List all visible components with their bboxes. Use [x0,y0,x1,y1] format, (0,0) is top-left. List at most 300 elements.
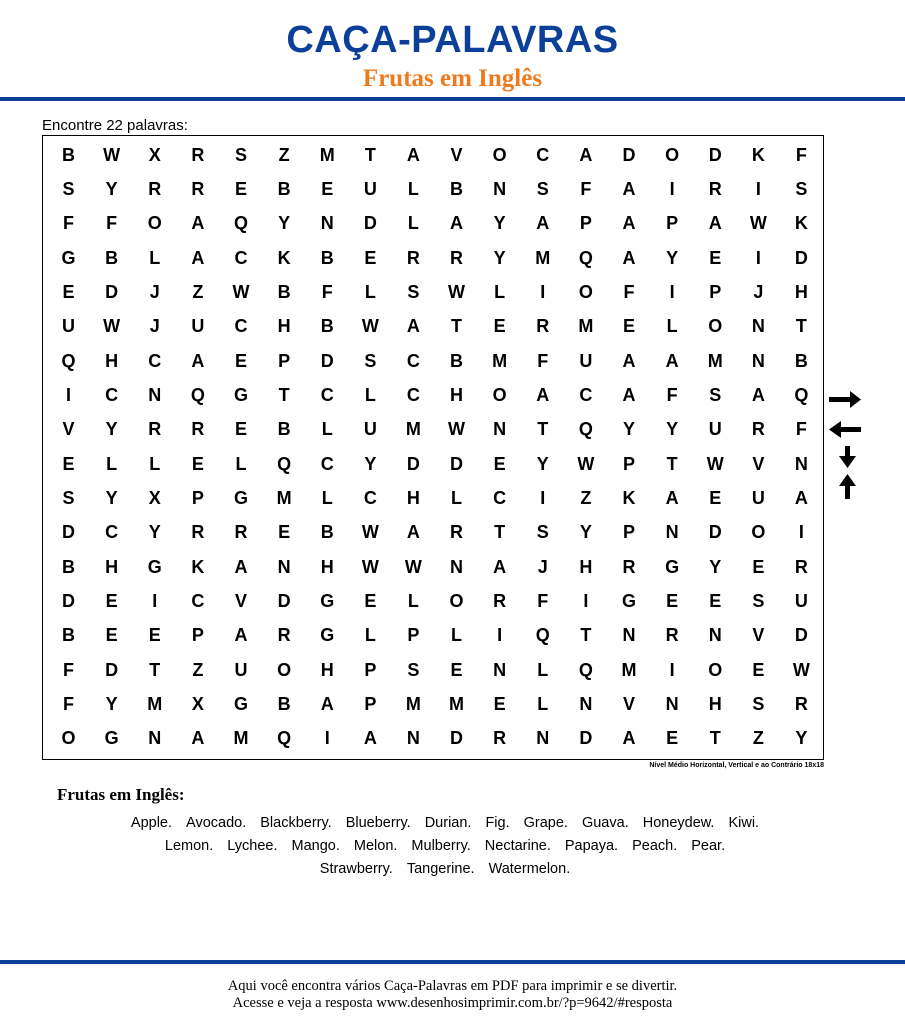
grid-cell: J [753,281,764,302]
grid-cell: W [361,522,379,543]
grid-cell: P [407,625,420,646]
grid-cell: H [105,350,119,371]
grid-cell: B [62,556,76,577]
word-list-item: Tangerine. [406,861,475,877]
grid-cell: R [277,625,291,646]
word-search-grid [42,135,824,760]
grid-cell: E [234,350,247,371]
grid-cell: C [105,522,119,543]
grid-cell: C [363,487,377,508]
grid-cell: N [493,178,507,199]
grid-cell: R [148,178,162,199]
grid-cell: F [623,281,635,302]
grid-cell: M [405,693,421,714]
grid-cell: F [580,178,592,199]
grid-cell: F [321,281,333,302]
grid-cell: G [147,556,162,577]
word-list-row [40,835,850,858]
grid-cell: S [709,384,722,405]
grid-cell: P [364,693,377,714]
grid-cell: R [148,419,162,440]
grid-cell: Q [190,384,205,405]
page-subtitle: Frutas em Inglês [362,65,543,92]
grid-cell: B [277,419,291,440]
grid-cell: W [404,556,422,577]
grid-cell: R [794,556,808,577]
grid-cell: A [622,213,636,234]
word-list-title: Frutas em Inglês: [57,785,185,804]
grid-cell: J [149,281,160,302]
grid-cell: Z [192,281,204,302]
grid-cell: R [191,178,205,199]
grid-cell: F [106,213,118,234]
word-list-item: Mango. [291,838,340,854]
grid-cell: K [751,144,765,165]
grid-cell: X [148,144,161,165]
grid-cell: R [450,247,464,268]
grid-cell: R [191,522,205,543]
grid-cell: G [61,247,76,268]
arrow-left-icon [829,421,861,438]
grid-cell: L [149,453,161,474]
grid-cell: O [492,144,507,165]
grid-cell: O [277,659,292,680]
grid-cell: Y [364,453,377,474]
grid-cell: C [406,350,420,371]
grid-cell: T [149,659,161,680]
grid-cell: B [320,316,334,337]
grid-cell: R [493,590,507,611]
grid-cell: Q [277,728,292,749]
grid-cell: M [449,693,465,714]
grid-cell: Y [709,556,722,577]
grid-cell: P [278,350,291,371]
grid-cell: G [320,625,335,646]
grid-cell: V [622,693,635,714]
grid-cell: F [537,590,549,611]
grid-cell: U [794,590,808,611]
grid-cell: S [407,281,420,302]
grid-cell: F [63,659,75,680]
grid-cell: Y [278,213,291,234]
grid-cell: N [536,728,550,749]
word-list-item: Blackberry. [260,815,332,831]
grid-cell: A [622,247,636,268]
grid-cell: M [621,659,637,680]
grid-cell: I [755,178,761,199]
grid-cell: Z [580,487,592,508]
grid-cell: V [752,625,765,646]
grid-cell: Z [752,728,764,749]
grid-cell: C [320,453,334,474]
grid-cell: G [233,384,248,405]
word-list-item: Papaya. [564,838,619,854]
grid-cell: L [494,281,506,302]
grid-cell: N [622,625,636,646]
grid-cell: N [751,350,765,371]
grid-cell: S [536,178,549,199]
grid-cell: E [752,556,765,577]
grid-cell: T [494,522,506,543]
grid-cell: E [622,316,635,337]
grid-cell: E [321,178,334,199]
grid-cell: E [62,281,75,302]
grid-cell: A [191,728,205,749]
grid-cell: W [232,281,250,302]
grid-cell: L [364,625,376,646]
grid-cell: D [62,590,76,611]
arrow-right-icon [829,391,861,408]
grid-cell: S [234,144,247,165]
grid-cell: R [450,522,464,543]
grid-cell: W [577,453,595,474]
grid-cell: T [364,144,376,165]
grid-cell: L [364,384,376,405]
grid-cell: A [234,625,248,646]
word-list-row [40,858,850,881]
grid-cell: H [320,556,334,577]
grid-cell: N [493,419,507,440]
grid-cell: O [751,522,766,543]
grid-cell: V [62,419,75,440]
grid-cell: C [105,384,119,405]
grid-cell: L [321,487,333,508]
grid-cell: U [363,178,377,199]
grid-cell: Y [493,213,506,234]
word-list [40,812,850,881]
word-list-item: Avocado. [186,815,247,831]
grid-cell: S [752,693,765,714]
grid-cell: A [665,350,679,371]
grid-cell: Z [278,144,290,165]
grid-cell: O [708,316,723,337]
grid-cell: D [277,590,291,611]
word-list-item: Kiwi. [728,815,760,831]
grid-cell: F [666,384,678,405]
word-list-row [40,812,850,835]
grid-cell: A [579,144,593,165]
grid-cell: J [149,316,160,337]
grid-cell: M [707,350,723,371]
grid-cell: I [540,281,546,302]
grid-cell: I [324,728,330,749]
grid-cell: G [104,728,119,749]
grid-cell: F [795,419,807,440]
grid-cell: K [191,556,205,577]
grid-cell: Y [536,453,549,474]
grid-cell: A [622,384,636,405]
grid-cell: Q [794,384,809,405]
word-list-item: Fig. [485,815,510,831]
word-list-item: Blueberry. [345,815,411,831]
word-list-item: Honeydew. [642,815,715,831]
grid-cell: T [666,453,678,474]
grid-cell: T [709,728,721,749]
grid-cell: H [277,316,291,337]
grid-cell: I [755,247,761,268]
grid-cell: M [405,419,421,440]
grid-cell: G [233,693,248,714]
grid-cell: W [792,659,810,680]
header-divider [0,97,905,101]
grid-cell: A [665,487,679,508]
grid-cell: E [709,590,722,611]
grid-cell: W [103,316,121,337]
word-list-item: Watermelon. [488,861,571,877]
grid-cell: D [708,144,722,165]
word-list-item: Peach. [632,838,678,854]
grid-cell: A [234,556,248,577]
grid-cell: A [751,384,765,405]
grid-cell: D [105,659,119,680]
word-list-item: Melon. [353,838,398,854]
word-list-item: Strawberry. [319,861,393,877]
grid-cell: E [709,247,722,268]
grid-cell: N [493,659,507,680]
grid-cell: R [622,556,636,577]
grid-cell: Z [192,659,204,680]
grid-cell: E [234,178,247,199]
grid-cell: L [106,453,118,474]
grid-cell: S [752,590,765,611]
grid-cell: N [794,453,808,474]
grid-cell: A [406,522,420,543]
grid-cell: O [708,659,723,680]
grid-cell: P [666,213,679,234]
word-list-item: Grape. [523,815,568,831]
grid-cell: A [406,144,420,165]
grid-cell: H [105,556,119,577]
grid-cell: S [62,178,75,199]
grid-cell: R [406,247,420,268]
grid-cell: S [364,350,377,371]
grid-cell: C [493,487,507,508]
grid-cell: N [148,384,162,405]
grid-cell: A [191,213,205,234]
grid-cell: G [320,590,335,611]
grid-cell: P [191,625,204,646]
grid-cell: B [62,625,76,646]
grid-cell: E [234,419,247,440]
grid-cell: C [148,350,162,371]
grid-cell: Y [666,419,679,440]
grid-cell: W [103,144,121,165]
grid-cell: N [665,693,679,714]
grid-cell: Y [579,522,592,543]
grid-cell: A [536,384,550,405]
grid-cell: E [752,659,765,680]
grid-cell: J [537,556,548,577]
grid-cell: F [795,144,807,165]
grid-cell: I [66,384,72,405]
grid-cell: Y [148,522,161,543]
grid-cell: A [450,213,464,234]
grid-cell: B [277,693,291,714]
grid-cell: C [191,590,205,611]
grid-cell: L [451,625,463,646]
grid-cell: O [61,728,76,749]
grid-cell: M [319,144,335,165]
grid-cell: U [708,419,722,440]
grid-cell: H [708,693,722,714]
grid-cell: X [191,693,204,714]
grid-cell: W [361,316,379,337]
grid-cell: I [540,487,546,508]
grid-cell: B [277,178,291,199]
grid-cell: M [276,487,292,508]
grid-cell: A [794,487,808,508]
grid-cell: H [450,384,464,405]
grid-cell: I [669,281,675,302]
grid-cell: C [234,247,248,268]
grid-cell: Y [666,247,679,268]
grid-cell: Y [105,487,118,508]
grid-cell: M [578,316,594,337]
grid-cell: A [320,693,334,714]
grid-cell: P [364,659,377,680]
grid-cell: E [493,453,506,474]
grid-cell: A [536,213,550,234]
grid-cell: Y [795,728,808,749]
grid-cell: W [749,213,767,234]
word-list-item: Durian. [424,815,472,831]
grid-cell: C [234,316,248,337]
grid-cell: V [450,144,463,165]
grid-cell: N [665,522,679,543]
grid-cell: N [708,625,722,646]
grid-cell: D [622,144,636,165]
grid-cell: D [794,625,808,646]
grid-cell: V [752,453,765,474]
grid-cell: C [536,144,550,165]
grid-cell: E [666,590,679,611]
word-list-item: Lychee. [227,838,278,854]
grid-cell: R [708,178,722,199]
grid-cell: E [105,590,118,611]
grid-cell: W [448,281,466,302]
grid-cell: U [234,659,248,680]
word-list-item: Guava. [581,815,629,831]
grid-cell: G [233,487,248,508]
grid-cell: C [579,384,593,405]
grid-cell: L [407,213,419,234]
grid-cell: E [493,316,506,337]
grid-cell: B [320,247,334,268]
grid-cell: B [105,247,119,268]
grid-cell: L [321,419,333,440]
grid-cell: F [63,693,75,714]
grid-cell: H [406,487,420,508]
grid-cell: L [407,178,419,199]
grid-cell: R [234,522,248,543]
grid-cell: N [148,728,162,749]
grid-cell: X [148,487,161,508]
grid-cell: D [450,728,464,749]
grid-cell: C [320,384,334,405]
grid-cell: E [666,728,679,749]
grid-cell: Y [105,178,118,199]
grid-cell: U [363,419,377,440]
grid-cell: W [706,453,724,474]
grid-cell: I [497,625,503,646]
grid-cell: P [709,281,722,302]
grid-cell: Q [578,247,593,268]
grid-cell: L [537,693,549,714]
grid-cell: A [363,728,377,749]
grid-cell: W [448,419,466,440]
grid-cell: D [406,453,420,474]
grid-cell: D [105,281,119,302]
grid-cell: Q [277,453,292,474]
grid-cell: A [622,728,636,749]
grid-cell: U [62,316,76,337]
grid-cell: K [794,213,808,234]
grid-cell: Q [61,350,76,371]
grid-cell: B [62,144,76,165]
grid-cell: R [536,316,550,337]
grid-cell: L [149,247,161,268]
grid-cell: D [320,350,334,371]
grid-cell: R [751,419,765,440]
grid-cell: N [320,213,334,234]
grid-cell: D [450,453,464,474]
grid-cell: M [492,350,508,371]
grid-cell: R [665,625,679,646]
grid-cell: N [406,728,420,749]
grid-cell: U [191,316,205,337]
grid-cell: N [751,316,765,337]
grid-cell: M [147,693,163,714]
grid-cell: O [492,384,507,405]
grid-cell: I [669,178,675,199]
grid-cell: B [794,350,808,371]
grid-cell: L [666,316,678,337]
grid-cell: O [449,590,464,611]
grid-cell: G [665,556,680,577]
grid-cell: I [669,659,675,680]
grid-cell: B [320,522,334,543]
grid-cell: R [794,693,808,714]
grid-cell: T [795,316,807,337]
grid-cell: B [450,350,464,371]
grid-cell: D [363,213,377,234]
grid-cell: D [794,247,808,268]
grid-cell: R [191,144,205,165]
grid-cell: T [451,316,463,337]
grid-cell: O [665,144,680,165]
grid-cell: L [364,281,376,302]
grid-cell: S [62,487,75,508]
grid-cell: E [105,625,118,646]
grid-cell: A [191,350,205,371]
grid-cell: K [622,487,636,508]
grid-cell: E [493,693,506,714]
grid-cell: N [277,556,291,577]
grid-cell: L [537,659,549,680]
grid-cell: L [235,453,247,474]
footer-link-text: Acesse e veja a resposta www.desenhosimprimir.com.br/?p=9642/#resposta [232,995,673,1011]
grid-cell: A [622,178,636,199]
grid-cell: P [622,453,635,474]
grid-cell: D [62,522,76,543]
grid-cell: S [536,522,549,543]
grid-cell: H [794,281,808,302]
grid-cell: T [278,384,290,405]
grid-cell: E [191,453,204,474]
grid-cell: B [450,178,464,199]
grid-cell: O [147,213,162,234]
grid-cell: E [278,522,291,543]
